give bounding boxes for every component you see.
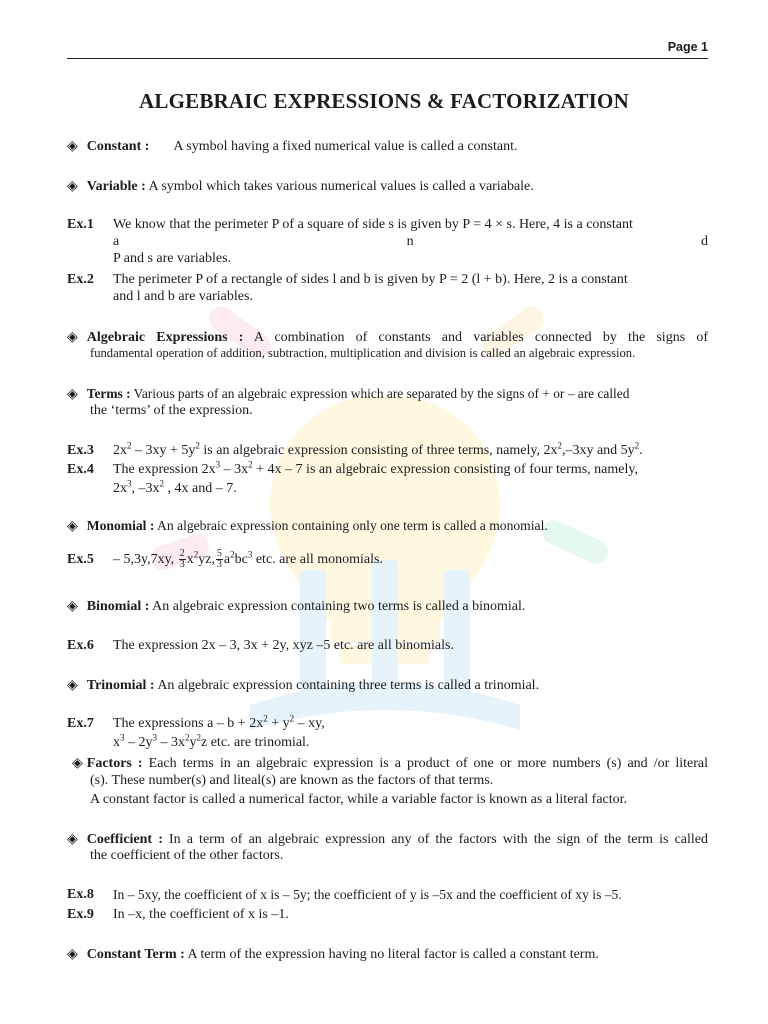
page-number: Page 1: [667, 40, 708, 54]
ex5-text: – 5,3y,7xy, $\frac{2}{3}$ $x^2yz$, $\frac{5}{3}$ $a^2bc^3$ etc. are all monomials.: [113, 548, 383, 571]
ex4-line2: $2x^3$, $-3x^2$ , 4x and – 7.: [113, 478, 237, 496]
factors-line3: A constant factor is called a numerical factor, while a variable factor is known as a literal factor.: [90, 792, 628, 807]
header-rule: [67, 58, 708, 59]
diamond-bullet-icon: ◈: [67, 519, 78, 534]
coefficient-definition: ◈ Coefficient : In a term of an algebraic expression any of the factors with the sign of the term is called: [67, 832, 708, 847]
monomial-definition: ◈ Monomial : An algebraic expression containing only one term is called a monomial.: [67, 518, 548, 534]
example-label: Ex.1: [67, 217, 94, 232]
example-label: Ex.2: [67, 272, 94, 287]
example-label: Ex.5: [67, 552, 94, 567]
diamond-bullet-icon: ◈: [67, 599, 78, 614]
variable-definition: ◈ Variable : A symbol which takes various numerical values is called a variabale.: [67, 179, 534, 194]
constant-definition: ◈ Constant : A symbol having a fixed numerical value is called a constant.: [67, 139, 518, 154]
page-title: ALGEBRAIC EXPRESSIONS & FACTORIZATION: [139, 89, 629, 113]
fraction: $\frac{5}{3}$: [216, 548, 222, 571]
terms-definition: ◈ Terms : Various parts of an algebraic expression which are separated by the signs of + or – are called: [67, 386, 630, 402]
ex1-line3: P and s are variables.: [113, 251, 232, 266]
ex3-text: $2x^2 - 3xy + 5y^2$ is an algebraic expression consisting of three terms, namely, $2x^2,-3xy$ and $5y^2$.: [113, 440, 643, 458]
ex1-line2: a n d: [113, 234, 708, 249]
diamond-bullet-icon: ◈: [67, 330, 78, 345]
ex7-line1: The expressions $a - b + 2x^2 + y^2$ – xy,: [113, 713, 325, 731]
diamond-bullet-icon: ◈: [67, 947, 78, 962]
ex4-line1: The expression $2x^3 - 3x^2 + 4x - 7$ is an algebraic expression consisting of four terms, namely,: [113, 459, 638, 477]
diamond-bullet-icon: ◈: [67, 139, 78, 154]
ex7-line2: $x^3 - 2y^3 - 3x^2y^2z$ etc. are trinomial.: [113, 732, 310, 750]
algebraic-expressions-definition: ◈ Algebraic Expressions : A combination of constants and variables connected by the signs of: [67, 330, 709, 345]
diamond-bullet-icon: ◈: [67, 387, 78, 402]
ex1-line1: We know that the perimeter P of a square of side s is given by P = 4 × s. Here, 4 is a constant: [113, 217, 633, 232]
example-label: Ex.4: [67, 462, 94, 477]
fraction: $\frac{2}{3}$: [179, 548, 185, 571]
trinomial-definition: ◈ Trinomial : An algebraic expression containing three terms is called a trinomial.: [67, 678, 540, 693]
constant-term-definition: ◈ Constant Term : A term of the expression having no literal factor is called a constant term.: [67, 947, 599, 962]
diamond-bullet-icon: ◈: [67, 678, 78, 693]
example-label: Ex.3: [67, 443, 94, 458]
algexp-line2: fundamental operation of addition, subtraction, multiplication and division is called an algebraic expression.: [90, 346, 636, 360]
factors-definition: ◈ Factors : Each terms in an algebraic expression is a product of one or more numbers (s) and /or literal: [72, 756, 708, 771]
factors-line2: (s). These number(s) and liteal(s) are known as the factors of that terms.: [90, 773, 494, 788]
diamond-bullet-icon: ◈: [67, 832, 78, 847]
example-label: Ex.6: [67, 638, 94, 653]
ex6-text: The expression 2x – 3, 3x + 2y, xyz –5 etc. are all binomials.: [113, 638, 454, 653]
coefficient-line2: the coefficient of the other factors.: [90, 848, 284, 863]
example-label: Ex.9: [67, 907, 94, 922]
ex8-text: In – 5xy, the coefficient of x is – 5y; the coefficient of y is –5x and the coefficient of xy is –5.: [113, 887, 622, 902]
diamond-bullet-icon: ◈: [67, 179, 78, 194]
ex2-line1: The perimeter P of a rectangle of sides l and b is given by P = 2 (l + b). Here, 2 is a constant: [113, 272, 628, 287]
diamond-bullet-icon: ◈: [72, 756, 83, 771]
ex2-line2: and l and b are variables.: [113, 289, 253, 304]
terms-line2: the ‘terms’ of the expression.: [90, 403, 253, 418]
ex9-text: In –x, the coefficient of x is –1.: [113, 907, 289, 922]
example-label: Ex.8: [67, 887, 94, 902]
example-label: Ex.7: [67, 716, 94, 731]
binomial-definition: ◈ Binomial : An algebraic expression containing two terms is called a binomial.: [67, 599, 526, 614]
